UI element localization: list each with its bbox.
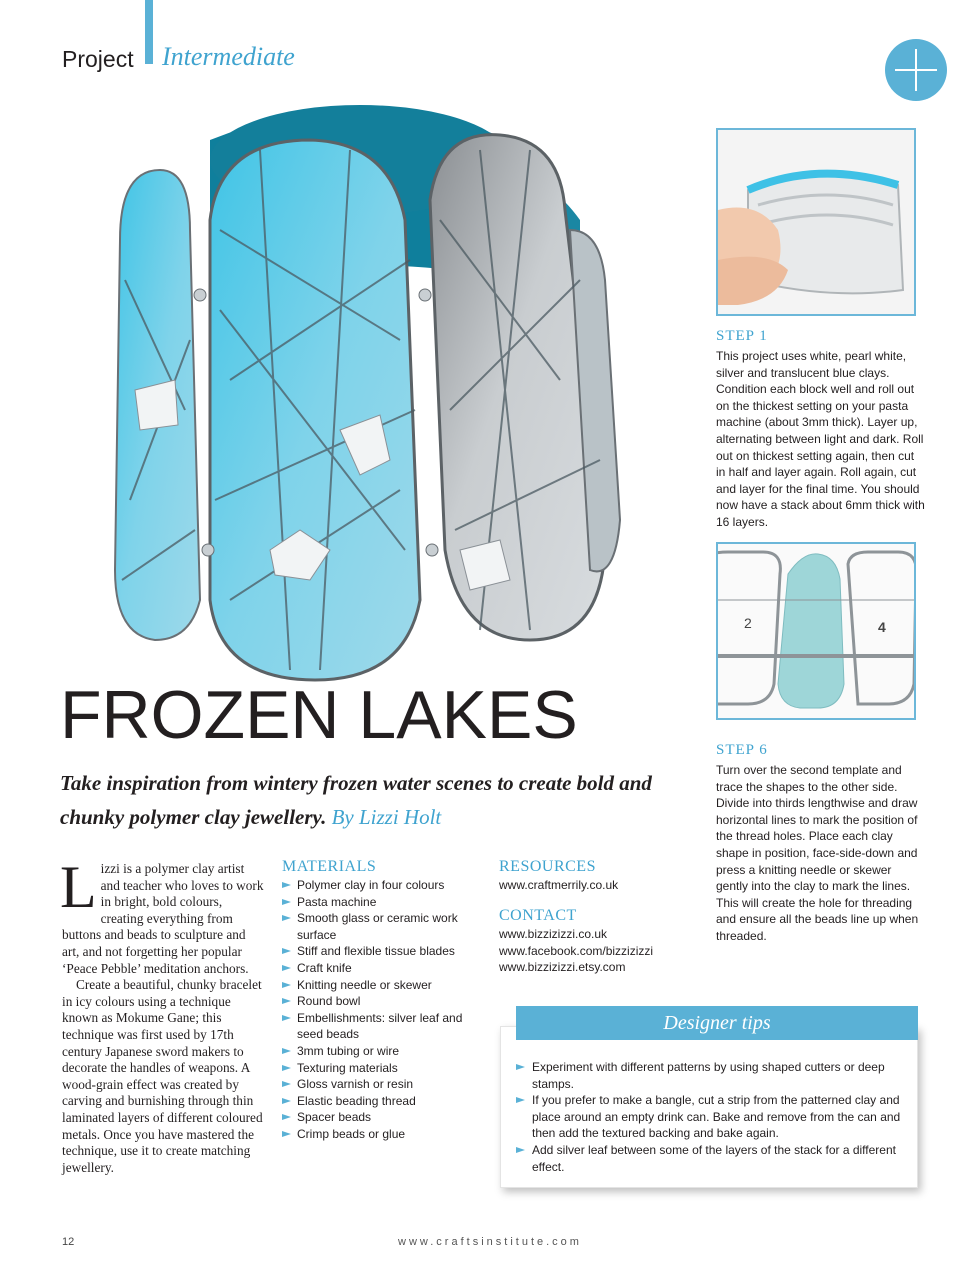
resources-title: RESOURCES	[499, 858, 596, 875]
list-item: Knitting needle or skewer	[282, 977, 482, 994]
footer-url: www.craftsinstitute.com	[398, 1236, 582, 1248]
intro-body	[60, 854, 266, 1176]
standfirst-text: Take inspiration from wintery frozen water scenes to create bold and chunky polymer clay jewellery.	[60, 771, 652, 829]
list-item: 3mm tubing or wire	[282, 1043, 482, 1060]
bracelet-hero-image	[60, 80, 660, 690]
contact-links	[499, 926, 653, 976]
list-item: Round bowl	[282, 993, 482, 1010]
contact-link[interactable]: www.bizzizizzi.co.uk	[499, 927, 608, 941]
contact-link[interactable]: www.facebook.com/bizzizizzi	[499, 943, 654, 958]
list-item: Pasta machine	[282, 894, 482, 911]
contact-link[interactable]: www.bizzizizzi.etsy.com	[499, 960, 626, 975]
step6-photo	[716, 542, 916, 720]
list-item: Craft knife	[282, 960, 482, 977]
section-label: Project	[62, 46, 134, 72]
step6-text: Turn over the second template and trace the shapes to the other side. Divide into thirds lengthwise and draw horizontal lines to mark the position of the thread holes. Place each clay shape in position, face-side-down and press a knitting needle or skewer gently into the clay to mark the lines. This will create the hole for threading and ensure all the beads line up when threaded.	[716, 763, 919, 943]
step6-title: STEP 6	[716, 742, 768, 758]
header-divider-bar	[145, 0, 153, 64]
list-item: Smooth glass or ceramic work surface	[282, 910, 482, 943]
plus-icon	[885, 39, 947, 101]
list-item: Gloss varnish or resin	[282, 1076, 482, 1093]
step1-title: STEP 1	[716, 328, 768, 344]
list-item: Spacer beads	[282, 1109, 482, 1126]
section-header	[62, 38, 295, 74]
page-number: 12	[62, 1236, 75, 1248]
step1-photo	[716, 128, 916, 316]
drop-cap: L	[60, 854, 97, 920]
list-item: Polymer clay in four colours	[282, 877, 482, 894]
intro-paragraph-2: Create a beautiful, chunky bracelet in icy colours using a technique known as Mokume Gane; this technique was first used by 17th century Japanese sword makers to decorate the handles of weapons. A wood-grain effect was created by carving and burnishing through thin laminated layers of different coloured metals. Once you have mastered the technique, use it to create matching jewellery.	[62, 977, 263, 1175]
list-item: Experiment with different patterns by using shaped cutters or deep stamps.	[516, 1059, 908, 1092]
byline: By Lizzi Holt	[331, 805, 442, 829]
list-item: Embellishments: silver leaf and seed beads	[282, 1010, 482, 1043]
difficulty-label: Intermediate	[162, 42, 295, 71]
contact-title: CONTACT	[499, 907, 577, 924]
list-item: Stiff and flexible tissue blades	[282, 943, 482, 960]
materials-list	[282, 877, 482, 1143]
template-label-2: 2	[744, 615, 752, 631]
article-title: FROZEN LAKES	[60, 677, 578, 753]
intro-paragraph-1: izzi is a polymer clay artist and teacher who loves to work in bright, bold colours, creating everything from buttons and beads to sculpture and art, and not forgetting her popular ‘Peace Pebble’ meditation anchors.	[62, 861, 264, 976]
step1-text: This project uses white, pearl white, silver and translucent blue clays. Condition each block well and roll out on the thickest setting on your pasta machine (about 3mm thick). Layer up, alternating between light and dark. Roll out on thickest setting again, then cut in half and layer again. Roll again, cut and layer for the final time. You should now have a stack about 6mm thick with 16 layers.	[716, 349, 925, 529]
article-standfirst	[60, 766, 660, 834]
list-item: Elastic beading thread	[282, 1093, 482, 1110]
designer-tips-title: Designer tips	[516, 1006, 918, 1040]
list-item: Crimp beads or glue	[282, 1126, 482, 1143]
list-item: Add silver leaf between some of the layers of the stack for a different effect.	[516, 1142, 908, 1175]
resources-links	[499, 877, 618, 894]
list-item: Texturing materials	[282, 1060, 482, 1077]
materials-title: MATERIALS	[282, 858, 377, 875]
resource-link[interactable]: www.craftmerrily.co.uk	[499, 878, 619, 892]
designer-tips-list	[516, 1059, 908, 1175]
list-item: If you prefer to make a bangle, cut a strip from the patterned clay and place around an empty drink can. Bake and remove from the can and then add the textured backing and bake again.	[516, 1092, 908, 1142]
template-label-4: 4	[878, 619, 886, 635]
